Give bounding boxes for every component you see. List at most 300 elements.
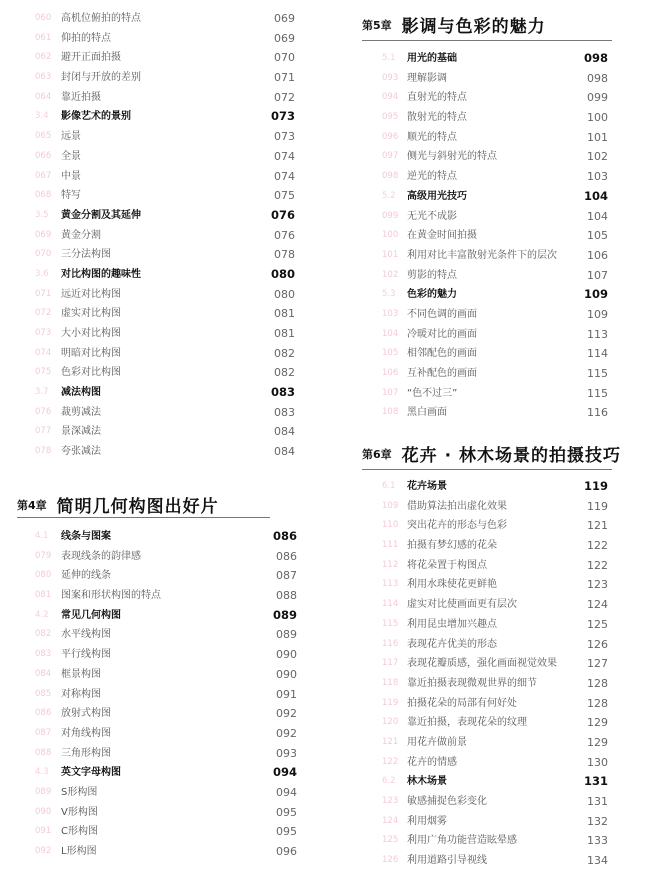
toc-entry-row (35, 625, 297, 645)
toc-entry-row (382, 575, 612, 595)
entry-number: 080 (35, 570, 52, 581)
toc-entry-row (35, 822, 297, 842)
entry-number: 065 (35, 131, 52, 142)
entry-page-number: 081 (274, 307, 295, 321)
entry-title: 用花卉做前景 (407, 736, 467, 748)
entry-number: 084 (35, 668, 52, 679)
entry-page-number: 122 (587, 558, 608, 572)
entry-page-number: 070 (274, 51, 295, 65)
entry-number: 073 (35, 328, 52, 338)
entry-title: 对称构图 (61, 688, 101, 700)
entry-title: 裁剪减法 (61, 406, 101, 418)
entry-title: 利用广角功能营造眩晕感 (407, 835, 517, 847)
entry-title: 封闭与开放的差别 (61, 72, 141, 84)
entry-page-number: 082 (274, 366, 295, 380)
entry-page-number: 102 (587, 150, 608, 164)
chapter-4-title: 简明几何构图出好片 (56, 497, 219, 517)
entry-number: 100 (382, 230, 399, 241)
entry-number: 122 (382, 756, 399, 767)
toc-entry-row (382, 128, 612, 148)
entry-title: 虚实对比使画面更有层次 (407, 599, 517, 611)
entry-title: 花卉场景 (407, 481, 447, 492)
entry-page-number: 083 (274, 405, 295, 419)
entry-number: 121 (382, 736, 399, 747)
entry-title: 表现花卉优美的形态 (407, 638, 497, 650)
toc-entry-row (382, 831, 612, 851)
entry-number: 075 (35, 367, 52, 378)
entry-title: 大小对比构图 (61, 328, 121, 339)
entry-number: 062 (35, 52, 52, 63)
entry-title: 避开正面拍摄 (61, 52, 121, 64)
entry-page-number: 092 (276, 726, 297, 740)
toc-section-row (35, 383, 295, 403)
entry-number: 088 (35, 747, 52, 758)
entry-title: 延伸的线条 (61, 570, 111, 582)
toc-entry-row (35, 704, 297, 724)
toc-entry-row (382, 325, 612, 345)
entry-page-number: 072 (274, 90, 295, 104)
entry-title: 剪影的特点 (407, 269, 457, 281)
entry-page-number: 094 (276, 785, 297, 799)
entry-page-number: 121 (587, 519, 608, 533)
toc-entry-row (382, 305, 612, 325)
toc-entry-row (35, 724, 297, 744)
entry-title: 利用道路引导视线 (407, 855, 487, 867)
entry-title: 图案和形状构图的特点 (61, 590, 161, 602)
entry-number: 061 (35, 32, 52, 43)
entry-page-number: 076 (270, 207, 295, 222)
entry-title: 全景 (61, 150, 81, 162)
entry-page-number: 132 (587, 814, 608, 828)
chapter-6-rule (362, 469, 612, 470)
entry-number: 098 (382, 171, 399, 182)
entry-title: 相邻配色的画面 (407, 348, 477, 360)
entry-number: 106 (382, 368, 399, 378)
entry-title: 色彩的魅力 (407, 289, 457, 301)
entry-title: 侧光与斜射光的特点 (407, 151, 497, 163)
entry-page-number: 092 (276, 707, 297, 721)
toc-entry-row (35, 167, 295, 187)
entry-number: 3.6 (35, 268, 49, 279)
entry-page-number: 099 (587, 91, 608, 105)
entry-number: 107 (382, 387, 399, 398)
entry-number: 093 (382, 72, 399, 83)
entry-page-number: 081 (274, 327, 295, 340)
entry-number: 090 (35, 806, 52, 817)
entry-title: 对角线构图 (61, 727, 111, 739)
entry-page-number: 080 (274, 287, 295, 301)
entry-title: 减法构图 (61, 387, 101, 399)
entry-title: 仰拍的特点 (61, 32, 111, 44)
toc-section-row (382, 49, 612, 69)
entry-number: 101 (382, 249, 399, 260)
entry-title: 利用烟雾 (407, 815, 447, 827)
toc-section-row (35, 206, 295, 226)
entry-title: 景深减法 (61, 426, 101, 438)
entry-number: 125 (382, 835, 399, 846)
toc-entry-row (382, 226, 612, 246)
entry-page-number: 076 (274, 228, 295, 242)
entry-page-number: 104 (583, 188, 608, 203)
entry-title: 平行线构图 (61, 649, 111, 661)
entry-number: 119 (382, 697, 399, 708)
entry-page-number: 078 (274, 248, 295, 262)
entry-number: 070 (35, 249, 52, 260)
entry-page-number: 127 (587, 657, 608, 671)
chapter-4-label: 第4章 (17, 498, 47, 512)
entry-page-number: 091 (276, 687, 297, 701)
entry-number: 126 (382, 855, 399, 866)
entry-number: 078 (35, 446, 52, 457)
entry-title: S形构图 (61, 786, 98, 798)
toc-entry-row (382, 516, 612, 536)
entry-title: 线条与图案 (61, 531, 111, 542)
entry-page-number: 098 (587, 71, 608, 85)
entry-page-number: 119 (583, 479, 608, 493)
entry-page-number: 086 (272, 529, 297, 543)
entry-title: 利用水珠使花更鲜艳 (407, 579, 497, 591)
entry-page-number: 086 (276, 549, 297, 563)
entry-title: 靠近拍摄 (61, 91, 101, 103)
entry-number: 095 (382, 112, 399, 123)
entry-title: 远景 (61, 131, 81, 143)
entry-title: 林木场景 (407, 776, 447, 788)
toc-section-row (35, 265, 295, 285)
toc-entry-row (382, 266, 612, 286)
entry-page-number: 129 (587, 735, 608, 749)
entry-number: 4.1 (35, 531, 49, 541)
entry-title: 黑白画面 (407, 407, 447, 419)
entry-title: 敏感捕捉色彩变化 (407, 796, 487, 807)
entry-title: 互补配色的画面 (407, 368, 477, 379)
entry-page-number: 126 (587, 637, 608, 651)
entry-page-number: 084 (274, 445, 295, 459)
toc-entry-row (35, 566, 297, 586)
toc-entry-row (35, 245, 295, 265)
entry-number: 4.2 (35, 609, 49, 620)
entry-number: 3.7 (35, 387, 49, 398)
toc-entry-row (382, 654, 612, 674)
toc-entry-row (35, 803, 297, 823)
entry-page-number: 094 (272, 765, 297, 780)
entry-number: 4.3 (35, 767, 49, 778)
entry-page-number: 073 (270, 109, 295, 124)
entry-page-number: 105 (587, 229, 608, 243)
entry-number: 085 (35, 688, 52, 699)
entry-number: 115 (382, 618, 399, 629)
entry-number: 097 (382, 151, 399, 162)
toc-entry-row (35, 363, 295, 383)
entry-page-number: 131 (587, 795, 608, 808)
entry-title: 利用昆虫增加兴趣点 (407, 618, 497, 630)
toc-entry-row (35, 685, 297, 705)
entry-title: 理解影调 (407, 72, 447, 84)
entry-title: 花卉的情感 (407, 756, 457, 768)
entry-page-number: 114 (587, 347, 608, 361)
entry-title: 高级用光技巧 (407, 190, 467, 202)
entry-title: C形构图 (61, 826, 98, 838)
entry-number: 114 (382, 599, 399, 610)
entry-title: 黄金分割 (61, 229, 101, 241)
toc-left-bottom (35, 527, 297, 862)
entry-number: 074 (35, 347, 52, 358)
entry-page-number: 122 (587, 539, 608, 553)
entry-page-number: 129 (587, 716, 608, 730)
chapter-6-title: 花卉 · 林木场景的拍摄技巧 (401, 446, 621, 466)
entry-page-number: 124 (587, 598, 608, 612)
toc-right-bottom (382, 477, 612, 871)
entry-page-number: 095 (276, 825, 297, 839)
toc-entry-row (35, 29, 295, 49)
chapter-5-title: 影调与色彩的魅力 (401, 17, 546, 37)
entry-page-number: 103 (587, 170, 608, 184)
entry-page-number: 123 (587, 578, 608, 592)
entry-title: 利用对比丰富散射光条件下的层次 (407, 249, 557, 261)
toc-entry-row (35, 127, 295, 147)
entry-title: “色不过三” (407, 387, 458, 399)
entry-title: 中景 (61, 170, 81, 182)
entry-title: 水平线构图 (61, 629, 111, 641)
entry-number: 079 (35, 550, 52, 561)
entry-number: 060 (35, 13, 52, 23)
entry-page-number: 090 (276, 648, 297, 662)
toc-entry-row (382, 753, 612, 773)
toc-entry-row (382, 344, 612, 364)
toc-entry-row (382, 792, 612, 812)
entry-number: 104 (382, 328, 399, 339)
toc-entry-row (382, 674, 612, 694)
entry-page-number: 107 (587, 268, 608, 282)
entry-title: L形构图 (61, 846, 97, 857)
entry-page-number: 131 (583, 774, 608, 789)
entry-title: 在黄金时间拍摄 (407, 230, 477, 242)
entry-number: 120 (382, 717, 399, 728)
entry-page-number: 089 (276, 628, 297, 642)
entry-page-number: 128 (587, 696, 608, 710)
entry-number: 086 (35, 708, 52, 719)
entry-page-number: 130 (587, 755, 608, 769)
chapter-6-heading (362, 441, 621, 466)
toc-entry-row (382, 147, 612, 167)
toc-entry-row (382, 207, 612, 227)
toc-entry-row (35, 744, 297, 764)
toc-entry-row (35, 645, 297, 665)
entry-page-number: 106 (587, 248, 608, 262)
entry-page-number: 134 (587, 854, 608, 868)
toc-section-row (382, 772, 612, 792)
entry-page-number: 100 (587, 111, 608, 125)
entry-number: 6.2 (382, 776, 396, 787)
entry-title: 直射光的特点 (407, 92, 467, 104)
toc-entry-row (382, 88, 612, 108)
chapter-5-label: 第5章 (362, 18, 392, 32)
entry-page-number: 087 (276, 569, 297, 583)
entry-number: 3.5 (35, 209, 49, 220)
entry-page-number: 095 (276, 805, 297, 819)
entry-page-number: 109 (583, 287, 608, 302)
toc-entry-row (35, 285, 295, 305)
entry-number: 112 (382, 559, 399, 570)
entry-number: 076 (35, 406, 52, 417)
toc-entry-row (382, 384, 612, 404)
entry-title: 冷暖对比的画面 (407, 328, 477, 340)
entry-number: 109 (382, 500, 399, 511)
toc-entry-row (35, 665, 297, 685)
entry-title: 靠近拍摄表现微观世界的细节 (407, 677, 537, 689)
toc-right-top (382, 49, 612, 423)
entry-title: 放射式构图 (61, 708, 111, 720)
entry-number: 099 (382, 210, 399, 221)
toc-entry-row (382, 167, 612, 187)
entry-title: 表现线条的韵律感 (61, 550, 141, 562)
entry-title: 靠近拍摄，表现花朵的纹理 (407, 717, 527, 729)
entry-page-number: 096 (276, 845, 297, 858)
entry-number: 124 (382, 815, 399, 826)
entry-number: 123 (382, 796, 399, 806)
toc-entry-row (35, 186, 295, 206)
entry-number: 118 (382, 677, 399, 688)
entry-page-number: 071 (274, 71, 295, 85)
entry-page-number: 109 (587, 307, 608, 321)
toc-section-row (35, 527, 297, 547)
entry-title: 借助算法拍出虚化效果 (407, 500, 507, 512)
entry-number: 069 (35, 229, 52, 240)
toc-entry-row (382, 694, 612, 714)
entry-title: 夸张减法 (61, 446, 101, 458)
toc-entry-row (35, 304, 295, 324)
toc-entry-row (382, 497, 612, 517)
toc-entry-row (382, 246, 612, 266)
entry-page-number: 082 (274, 346, 295, 360)
toc-entry-row (382, 635, 612, 655)
entry-number: 066 (35, 150, 52, 161)
entry-title: 拍摄有梦幻感的花朵 (407, 540, 497, 552)
entry-page-number: 101 (587, 130, 608, 144)
entry-title: 常见几何构图 (61, 609, 121, 621)
entry-title: 框景构图 (61, 668, 101, 680)
entry-number: 092 (35, 846, 52, 856)
chapter-5-heading (362, 12, 546, 37)
entry-number: 081 (35, 590, 52, 601)
toc-entry-row (35, 842, 297, 862)
toc-entry-row (35, 344, 295, 364)
entry-page-number: 089 (272, 607, 297, 622)
entry-page-number: 083 (270, 385, 295, 400)
entry-number: 082 (35, 629, 52, 640)
toc-entry-row (382, 733, 612, 753)
toc-left-top (35, 9, 295, 462)
toc-entry-row (382, 364, 612, 384)
entry-title: 明暗对比构图 (61, 347, 121, 359)
entry-page-number: 069 (274, 31, 295, 45)
entry-title: V形构图 (61, 806, 98, 818)
entry-page-number: 098 (583, 51, 608, 65)
entry-title: 远近对比构图 (61, 288, 121, 300)
toc-entry-row (382, 556, 612, 576)
entry-title: 特写 (61, 190, 81, 202)
entry-number: 110 (382, 520, 399, 531)
entry-title: 三角形构图 (61, 747, 111, 759)
entry-number: 087 (35, 727, 52, 738)
entry-page-number: 104 (587, 209, 608, 223)
entry-title: 英文字母构图 (61, 767, 121, 779)
entry-page-number: 133 (587, 834, 608, 848)
entry-number: 116 (382, 638, 399, 649)
toc-entry-row (35, 324, 295, 344)
entry-number: 094 (382, 92, 399, 103)
toc-section-row (382, 477, 612, 497)
entry-title: 用光的基础 (407, 53, 457, 64)
entry-title: 黄金分割及其延伸 (61, 209, 141, 221)
toc-section-row (35, 107, 295, 127)
entry-page-number: 115 (587, 367, 608, 380)
entry-page-number: 090 (276, 667, 297, 681)
entry-number: 068 (35, 190, 52, 201)
entry-number: 067 (35, 170, 52, 181)
toc-section-row (35, 606, 297, 626)
entry-number: 5.2 (382, 190, 396, 201)
entry-number: 077 (35, 426, 52, 437)
entry-page-number: 128 (587, 676, 608, 690)
entry-page-number: 119 (587, 499, 608, 513)
entry-title: 逆光的特点 (407, 171, 457, 183)
entry-page-number: 069 (274, 12, 295, 25)
toc-entry-row (382, 108, 612, 128)
entry-number: 113 (382, 579, 399, 590)
toc-entry-row (35, 783, 297, 803)
toc-entry-row (35, 422, 295, 442)
toc-entry-row (382, 595, 612, 615)
entry-number: 071 (35, 288, 52, 299)
toc-entry-row (35, 147, 295, 167)
entry-page-number: 125 (587, 617, 608, 631)
entry-page-number: 088 (276, 589, 297, 603)
entry-page-number: 074 (274, 169, 295, 183)
entry-title: 对比构图的趣味性 (61, 268, 141, 280)
entry-page-number: 080 (270, 266, 295, 281)
toc-entry-row (35, 547, 297, 567)
entry-number: 091 (35, 826, 52, 837)
toc-section-row (35, 763, 297, 783)
entry-number: 5.3 (382, 289, 396, 300)
entry-number: 111 (382, 540, 399, 551)
toc-section-row (382, 285, 612, 305)
entry-title: 突出花卉的形态与色彩 (407, 520, 507, 532)
entry-number: 072 (35, 308, 52, 319)
toc-entry-row (35, 48, 295, 68)
entry-title: 将花朵置于构图点 (407, 559, 487, 571)
entry-title: 影像艺术的景别 (61, 111, 131, 123)
toc-entry-row (35, 226, 295, 246)
toc-entry-row (35, 9, 295, 29)
entry-title: 不同色调的画面 (407, 308, 477, 320)
entry-number: 103 (382, 308, 399, 319)
entry-number: 117 (382, 658, 399, 669)
entry-number: 063 (35, 72, 52, 83)
entry-page-number: 075 (274, 189, 295, 203)
chapter-4-heading (17, 492, 219, 517)
entry-number: 102 (382, 269, 399, 280)
toc-entry-row (382, 713, 612, 733)
toc-entry-row (382, 812, 612, 832)
entry-number: 5.1 (382, 53, 396, 63)
entry-title: 散射光的特点 (407, 112, 467, 124)
toc-entry-row (35, 68, 295, 88)
entry-number: 089 (35, 786, 52, 797)
toc-entry-row (382, 69, 612, 89)
entry-page-number: 116 (587, 406, 608, 420)
chapter-5-rule (362, 40, 612, 41)
